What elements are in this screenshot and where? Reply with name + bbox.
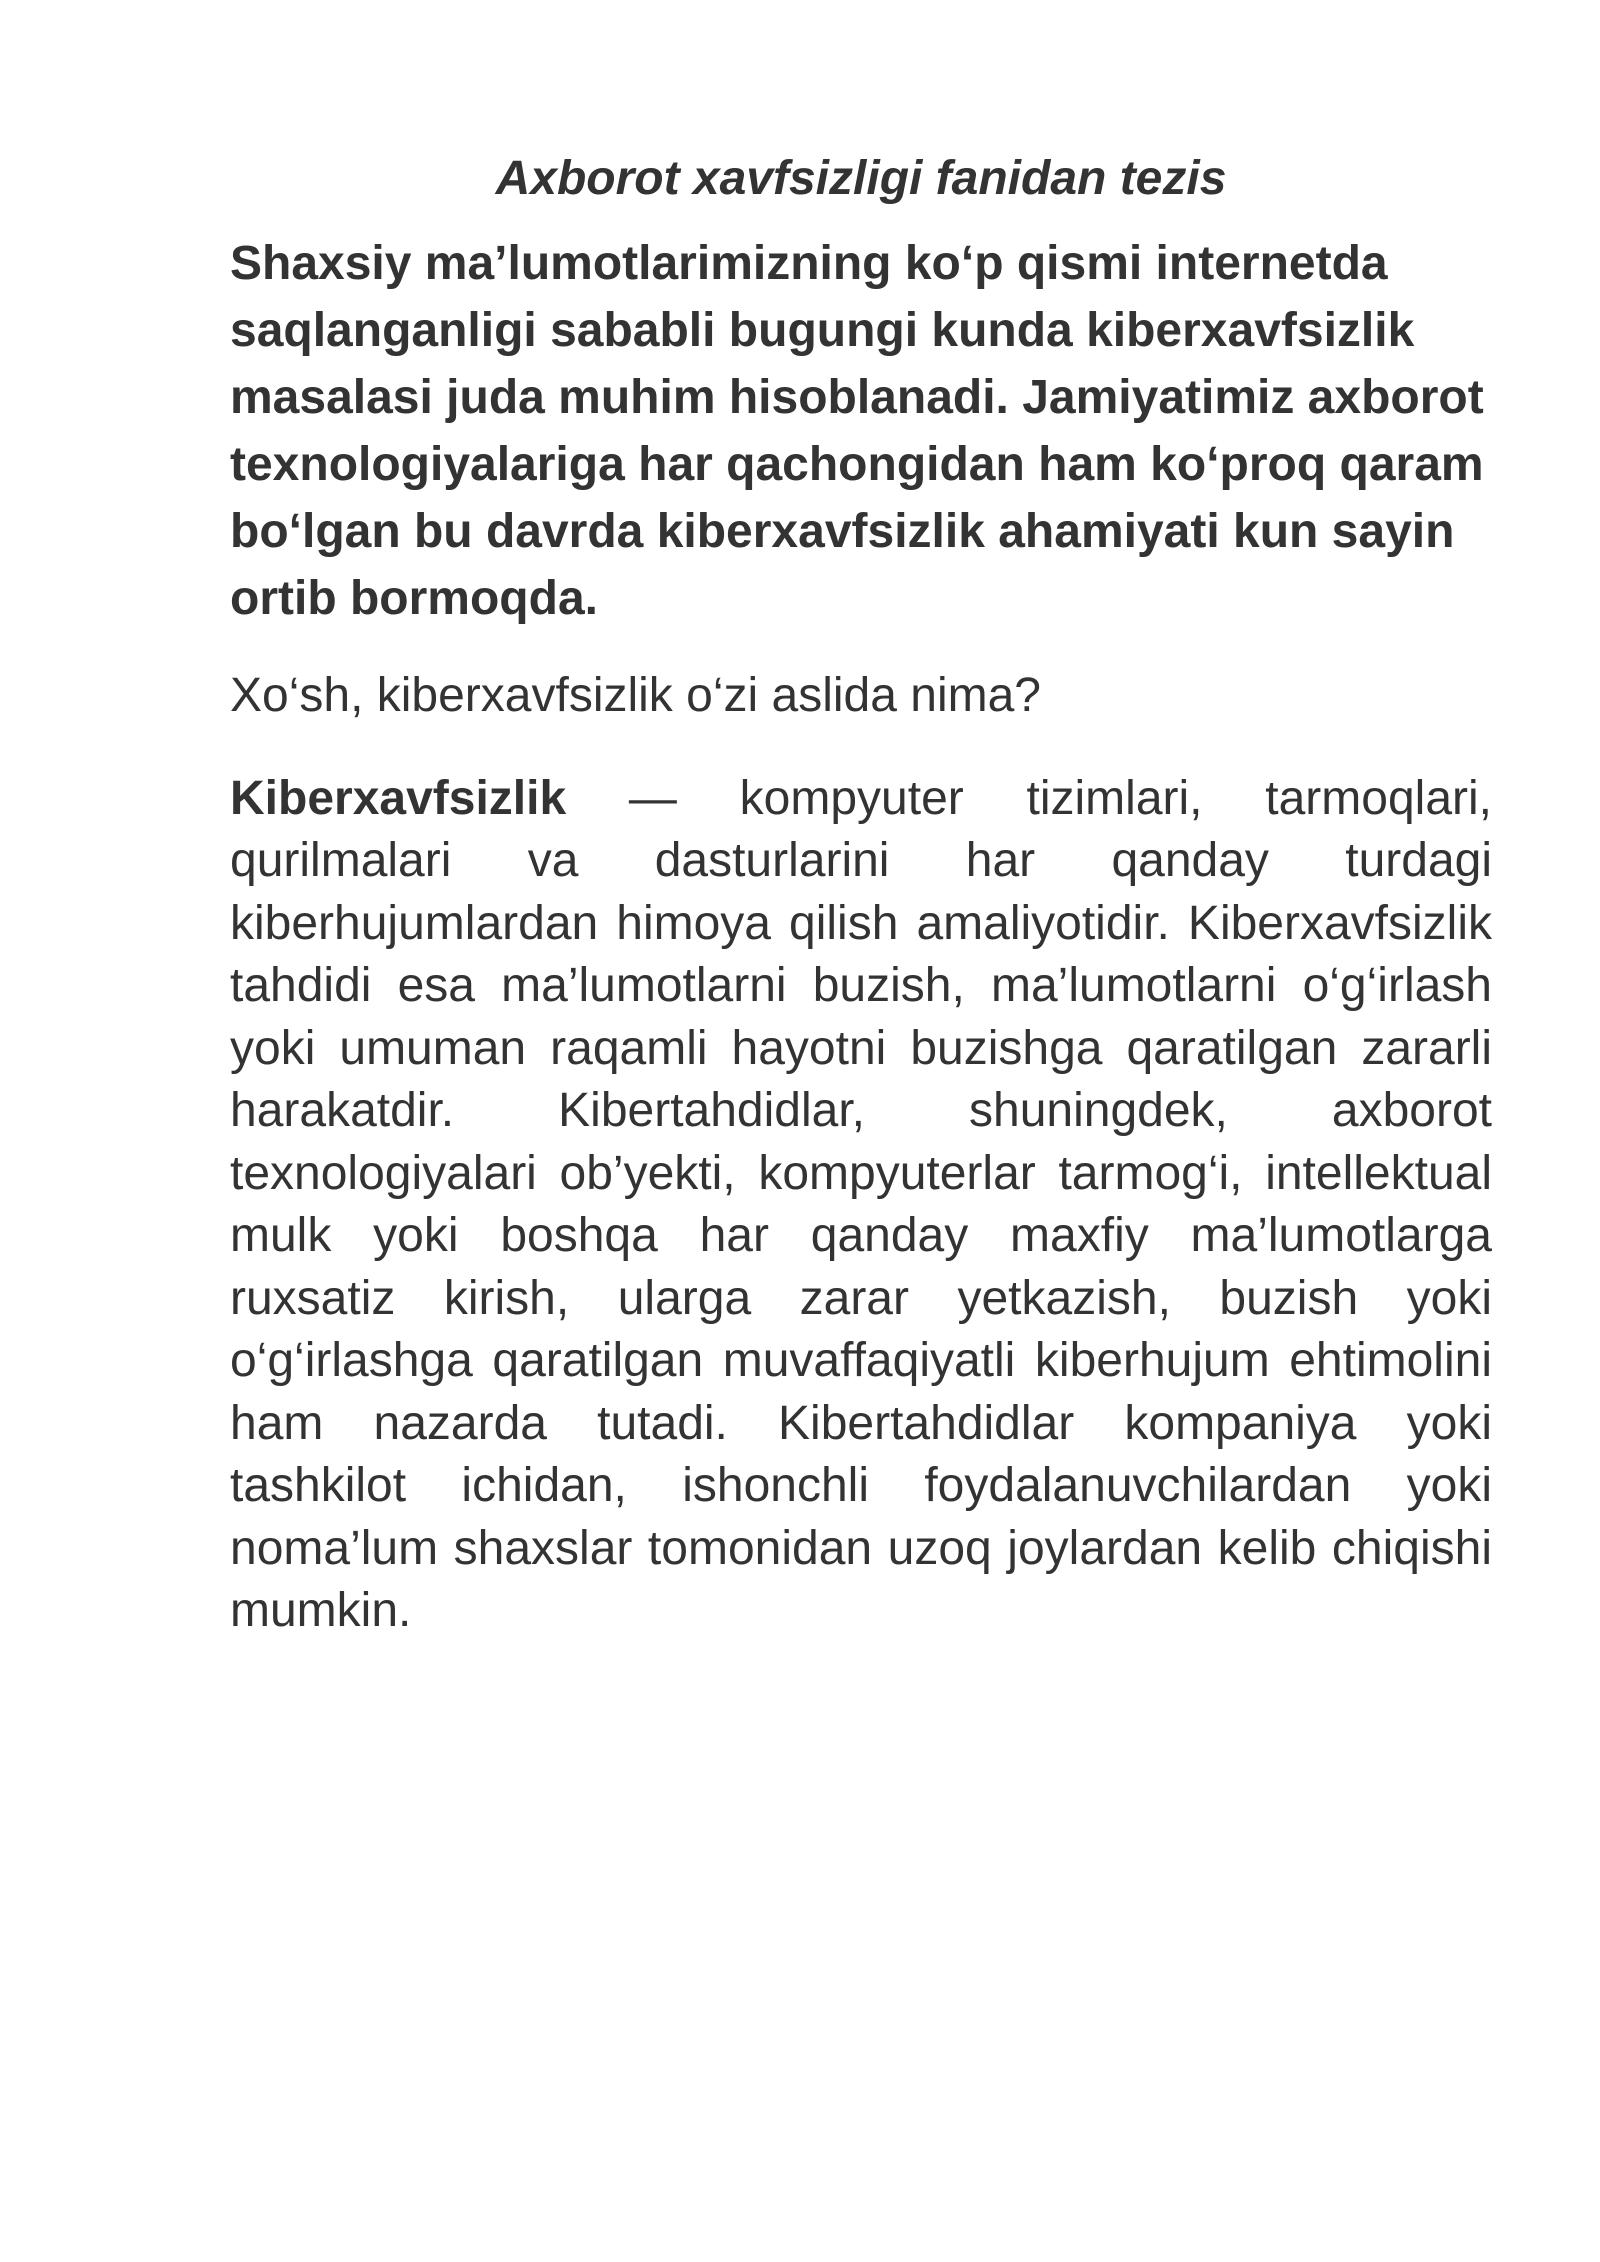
definition-text: — kompyuter tizimlari, tarmoqlari, qurilmalari va dasturlarini har qanday turdagi kiberhujumlardan himoya qilish amaliyotidir. Kiberxavfsizlik tahdidi esa ma’lumotlarni buzish, ma’lumotlarni o‘g‘irlash yoki umuman raqamli hayotni buzishga qaratilgan zararli harakatdir. Kibertahdidlar, shuningdek, axborot texnologiyalari ob’yekti, kompyuterlar tarmog‘i, intellektual mulk yoki boshqa har qanday maxfiy ma’lumotlarga ruxsatiz kirish, ularga zarar yetkazish, buzish yoki o‘g‘irlashga qaratilgan muvaffaqiyatli kiberhujum ehtimolini ham nazarda tutadi. Kibertahdidlar kompaniya yoki tashkilot ichidan, ishonchli foydalanuvchilardan yoki noma’lum shaxslar tomonidan uzoq joylardan kelib chiqishi mumkin.	[230, 771, 1492, 1638]
definition-term: Kiberxavfsizlik	[230, 771, 567, 825]
document-title: Axborot xavfsizligi fanidan tezis	[495, 152, 1227, 205]
definition-paragraph	[230, 768, 1492, 1643]
question-paragraph: Xo‘sh, kiberxavfsizlik o‘zi aslida nima?	[230, 668, 1041, 722]
document-page	[230, 150, 1492, 1643]
lead-paragraph: Shaxsiy ma’lumotlarimizning ko‘p qismi internetda saqlanganligi sababli bugungi kunda kiberxavfsizlik masalasi juda muhim hisoblanadi. Jamiyatimiz axborot texnologiyalariga har qachongidan ham ko‘proq qaram bo‘lgan bu davrda kiberxavfsizlik ahamiyati kun sayin ortib bormoqda.	[230, 236, 1484, 625]
